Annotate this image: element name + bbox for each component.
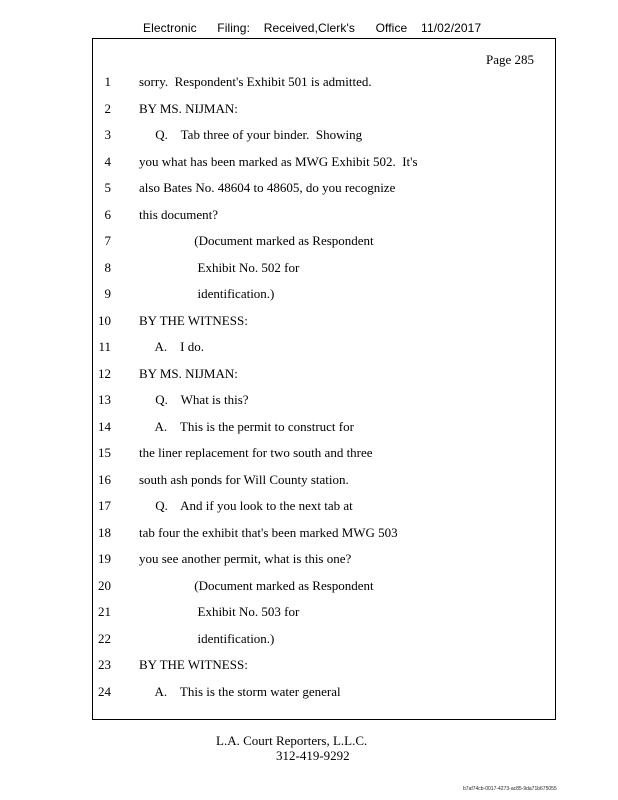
transcript-line: [93, 550, 555, 568]
line-text: BY MS. NIJMAN:: [139, 365, 238, 381]
transcript-line: [93, 656, 555, 674]
line-text: BY MS. NIJMAN:: [139, 100, 238, 116]
line-text: you what has been marked as MWG Exhibit 502. It's: [139, 153, 418, 169]
line-text: BY THE WITNESS:: [139, 312, 248, 328]
line-text: you see another permit, what is this one?: [139, 551, 352, 566]
line-text: Exhibit No. 502 for: [139, 259, 300, 275]
line-number: 20: [98, 577, 111, 593]
transcript-line: [93, 232, 555, 250]
transcript-line: [93, 100, 555, 118]
line-number: 23: [98, 657, 111, 672]
line-number: 8: [104, 259, 111, 275]
line-text: Q. What is this?: [139, 392, 249, 407]
transcript-line: [93, 603, 555, 621]
transcript-line: [93, 471, 555, 489]
transcript-line: [93, 285, 555, 303]
transcript-line: [93, 73, 555, 91]
line-number: 1: [104, 74, 111, 89]
transcript-line: [93, 338, 555, 356]
transcript-page: [92, 38, 556, 720]
line-text: A. I do.: [139, 339, 204, 354]
transcript-line: [93, 365, 555, 383]
line-number: 6: [104, 206, 111, 222]
line-number: 18: [98, 524, 111, 540]
line-text: (Document marked as Respondent: [139, 577, 374, 593]
line-text: also Bates No. 48604 to 48605, do you recognize: [139, 180, 396, 195]
transcript-line: [93, 577, 555, 595]
line-number: 3: [104, 127, 111, 142]
page-number: Page 285: [485, 52, 534, 67]
transcript-line: [93, 444, 555, 462]
line-number: 19: [98, 551, 111, 566]
line-text: BY THE WITNESS:: [139, 657, 248, 672]
line-number: 15: [98, 445, 111, 460]
transcript-line: [93, 126, 555, 144]
line-number: 9: [104, 286, 111, 301]
line-text: (Document marked as Respondent: [139, 233, 374, 248]
transcript-line: [93, 391, 555, 409]
reporter-company: L.A. Court Reporters, L.L.C.: [216, 733, 368, 748]
line-text: the liner replacement for two south and three: [139, 445, 373, 460]
transcript-line: [93, 630, 555, 648]
line-number: 21: [98, 604, 111, 619]
line-number: 22: [98, 630, 111, 646]
line-number: 17: [98, 498, 111, 513]
reporter-phone: 312-419-9292: [276, 748, 350, 763]
line-text: A. This is the permit to construct for: [139, 418, 354, 434]
line-text: sorry. Respondent's Exhibit 501 is admitted.: [139, 74, 372, 89]
line-text: A. This is the storm water general: [139, 683, 341, 699]
filing-stamp-header: Electronic Filing: Received,Clerk's Office 11/02/2017: [143, 21, 482, 35]
transcript-line: [93, 418, 555, 436]
line-number: 13: [98, 392, 111, 407]
transcript-line: [93, 259, 555, 277]
line-text: identification.): [139, 286, 275, 301]
line-number: 14: [98, 418, 111, 434]
line-number: 11: [98, 339, 111, 354]
line-text: identification.): [139, 630, 275, 646]
transcript-line: [93, 497, 555, 515]
line-number: 10: [98, 312, 111, 328]
line-text: tab four the exhibit that's been marked MWG 503: [139, 524, 398, 540]
line-text: Q. And if you look to the next tab at: [139, 498, 353, 513]
line-number: 4: [104, 153, 111, 169]
line-text: south ash ponds for Will County station.: [139, 471, 349, 487]
line-number: 24: [98, 683, 111, 699]
transcript-line: [93, 683, 555, 701]
transcript-line: [93, 179, 555, 197]
line-text: Q. Tab three of your binder. Showing: [139, 127, 363, 142]
line-number: 5: [104, 180, 111, 195]
transcript-line: [93, 524, 555, 542]
transcript-line: [93, 312, 555, 330]
document-hash: b7af74cb-0017-4273-ac85-9da71b675055: [463, 786, 557, 792]
transcript-line: [93, 206, 555, 224]
line-text: this document?: [139, 206, 219, 222]
line-number: 2: [104, 100, 111, 116]
line-number: 12: [98, 365, 111, 381]
transcript-line: [93, 153, 555, 171]
line-number: 16: [98, 471, 111, 487]
line-number: 7: [104, 233, 111, 248]
line-text: Exhibit No. 503 for: [139, 604, 300, 619]
